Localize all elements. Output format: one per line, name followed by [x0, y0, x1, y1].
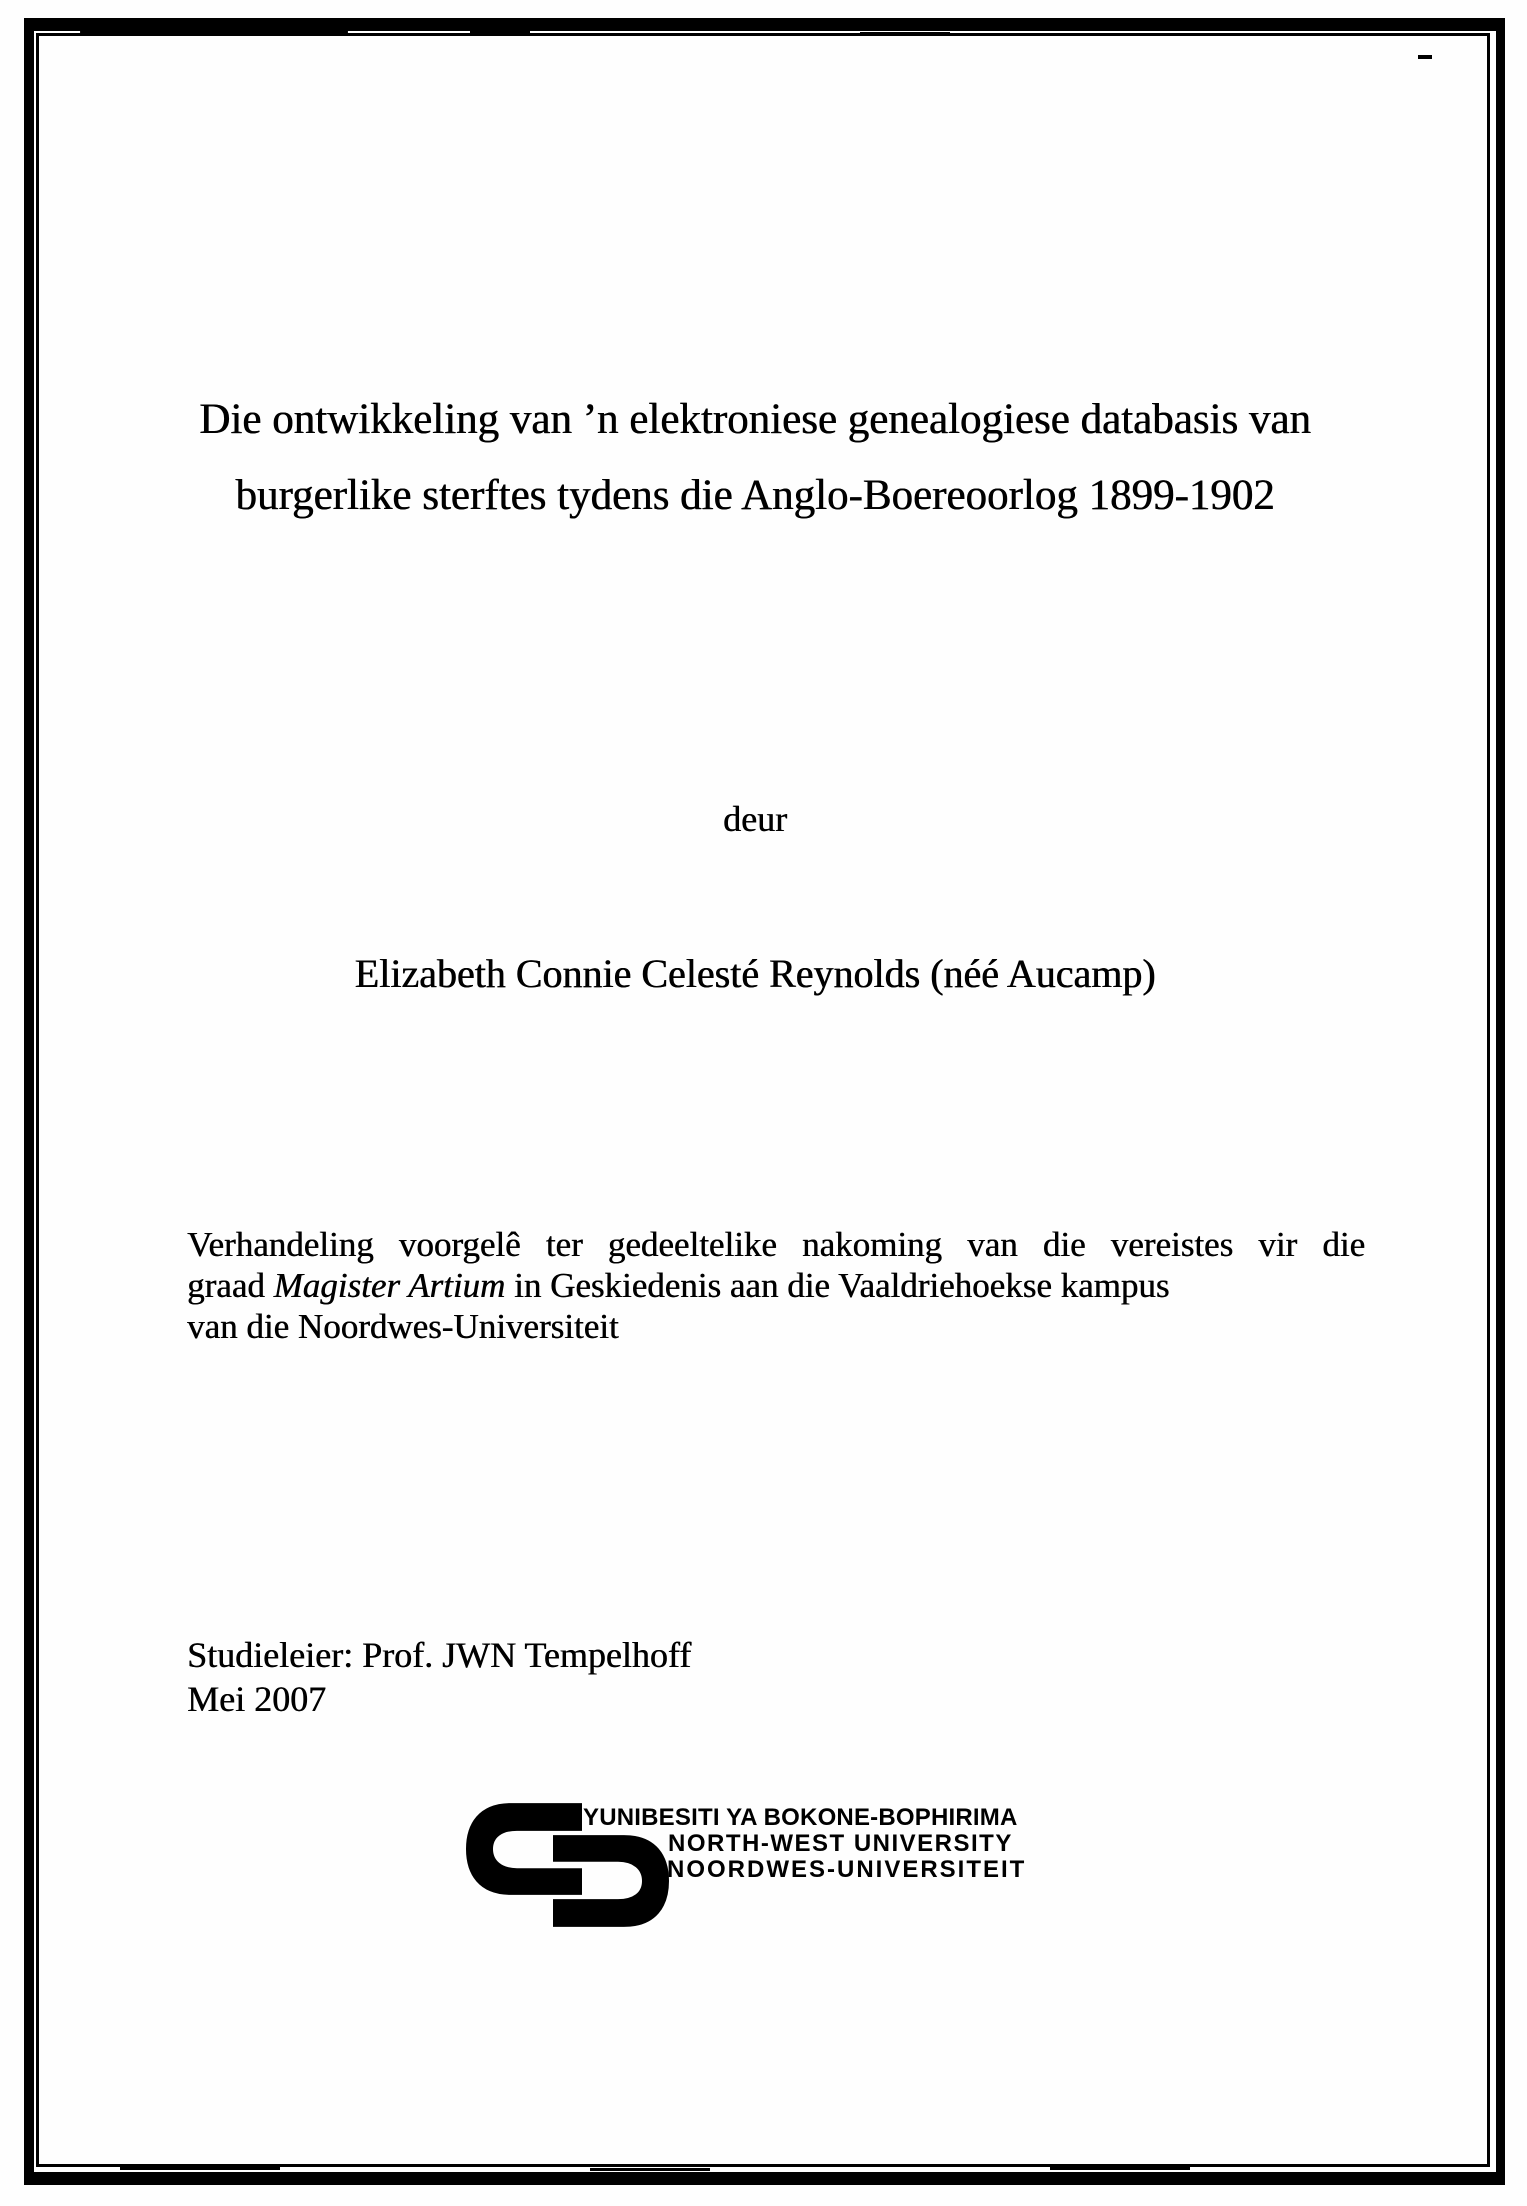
supervisor-line: Studieleier: Prof. JWN Tempelhoff [187, 1635, 692, 1675]
description-line-2-pre: graad [187, 1266, 274, 1305]
degree-name: Magister Artium [273, 1266, 506, 1305]
supervisor-block [187, 1633, 691, 1721]
scan-artifact [470, 31, 530, 34]
scan-artifact [1418, 55, 1432, 59]
date-line: Mei 2007 [187, 1679, 326, 1719]
university-logo-text [583, 1805, 1026, 1883]
description-line-1: Verhandeling voorgelê ter gedeeltelike nakoming van die vereistes vir die [187, 1225, 1365, 1264]
byline-preposition: deur [723, 799, 787, 839]
logo-line-setswana: YUNIBESITI YA BOKONE-BOPHIRIMA [583, 1804, 1018, 1831]
logo-line-afrikaans: NOORDWES-UNIVERSITEIT [667, 1856, 1027, 1883]
title-line-2: burgerlike sterftes tydens die Anglo-Boereoorlog 1899-1902 [235, 472, 1275, 519]
author-name: Elizabeth Connie Celesté Reynolds (néé Aucamp) [354, 951, 1156, 996]
description-line-2-post: in Geskiedenis aan die Vaaldriehoekse kampus [505, 1266, 1170, 1305]
scan-artifact [80, 30, 348, 34]
logo-line-english: NORTH-WEST UNIVERSITY [668, 1830, 1013, 1857]
title-line-1: Die ontwikkeling van ’n elektroniese genealogiese databasis van [199, 396, 1311, 443]
thesis-description [187, 1224, 1365, 1347]
description-line-2 [187, 1265, 1365, 1306]
page-title [185, 382, 1325, 534]
scan-artifact [590, 2168, 710, 2171]
scan-artifact [1050, 2167, 1190, 2170]
description-line-3: van die Noordwes-Universiteit [187, 1307, 619, 1346]
scan-artifact [860, 32, 950, 35]
scan-artifact [120, 2167, 280, 2170]
